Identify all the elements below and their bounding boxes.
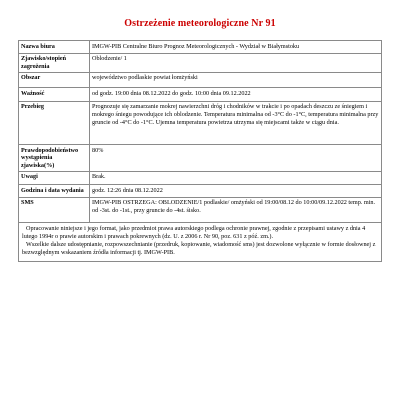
validity-label: Ważność [19, 88, 90, 102]
page-title: Ostrzeżenie meteorologiczne Nr 91 [124, 18, 276, 29]
sms-value: IMGW-PIB OSTRZEGA: OBLODZENIE/1 podlaskie/ omżyński od 19:00/08.12 do 10:00/09.12.2022 temp. min. od -3st. do -1st., przy gruncie do -4st. śisko. [90, 197, 382, 223]
probability-label: Prawdopodobieństwo wystąpienia zjawiska(%) [19, 145, 90, 172]
table-row [19, 41, 382, 54]
issued-value: godz. 12:26 dnia 08.12.2022 [90, 185, 382, 198]
office-value: IMGW-PIB Centralne Biuro Prognoz Meteorologicznych - Wydział w Białymstoku [90, 41, 382, 54]
course-label: Przebieg [19, 101, 90, 145]
area-label: Obszar [19, 72, 90, 88]
table-row [19, 88, 382, 102]
copyright-paragraph-1: Opracowanie niniejsze i jego format, jako przedmiot prawa autorskiego podlega ochronie prawnej, zgodnie z przepisami ustawy z dnia 4 lutego 1994r o prawie autorskim i prawach pokrewnych (dz. U. z 2006 r. Nr 90, poz. 631 z póź. zm.). [22, 225, 366, 240]
warning-table [18, 40, 382, 262]
table-row [19, 101, 382, 145]
table-row [19, 197, 382, 223]
issued-label: Godzina i data wydania [19, 185, 90, 198]
table-row [19, 72, 382, 88]
phenomenon-value: Oblodzenie/ 1 [90, 53, 382, 72]
copyright-notice [19, 223, 382, 262]
sms-label: SMS [19, 197, 90, 223]
table-row [19, 223, 382, 262]
table-row [19, 185, 382, 198]
probability-value: 80% [90, 145, 382, 172]
table-row [19, 171, 382, 185]
table-row [19, 53, 382, 72]
copyright-paragraph-2: Wszelkie dalsze udostępnianie, rozpowszechnianie (przedruk, kopiowanie, wiadomość sms) jest dozwolone wyłącznie w formie dosłownej z bezwzględnym wskazaniem źródła informacji tj. IMGW-PIB. [22, 240, 376, 256]
notes-label: Uwagi [19, 171, 90, 185]
course-value: Prognozuje się zamarzanie mokrej nawierzchni dróg i chodników w trakcie i po opadach deszczu ze śniegiem i mokrego śniegu powodujące ich oblodzenie. Temperatura minimalna od -3°C do -1°C, temperatura minimalna przy gruncie od -4°C do -1°C. Ujemna temperatura powietrza utrzyma się miejscami także w ciągu dnia. [90, 101, 382, 145]
office-label: Nazwa biura [19, 41, 90, 54]
area-value: województwo podlaskie powiat łomżyński [90, 72, 382, 88]
notes-value: Brak. [90, 171, 382, 185]
phenomenon-label: Zjawisko/stopień zagrożenia [19, 53, 90, 72]
table-row [19, 145, 382, 172]
validity-value: od godz. 19:00 dnia 08.12.2022 do godz. 10:00 dnia 09.12.2022 [90, 88, 382, 102]
